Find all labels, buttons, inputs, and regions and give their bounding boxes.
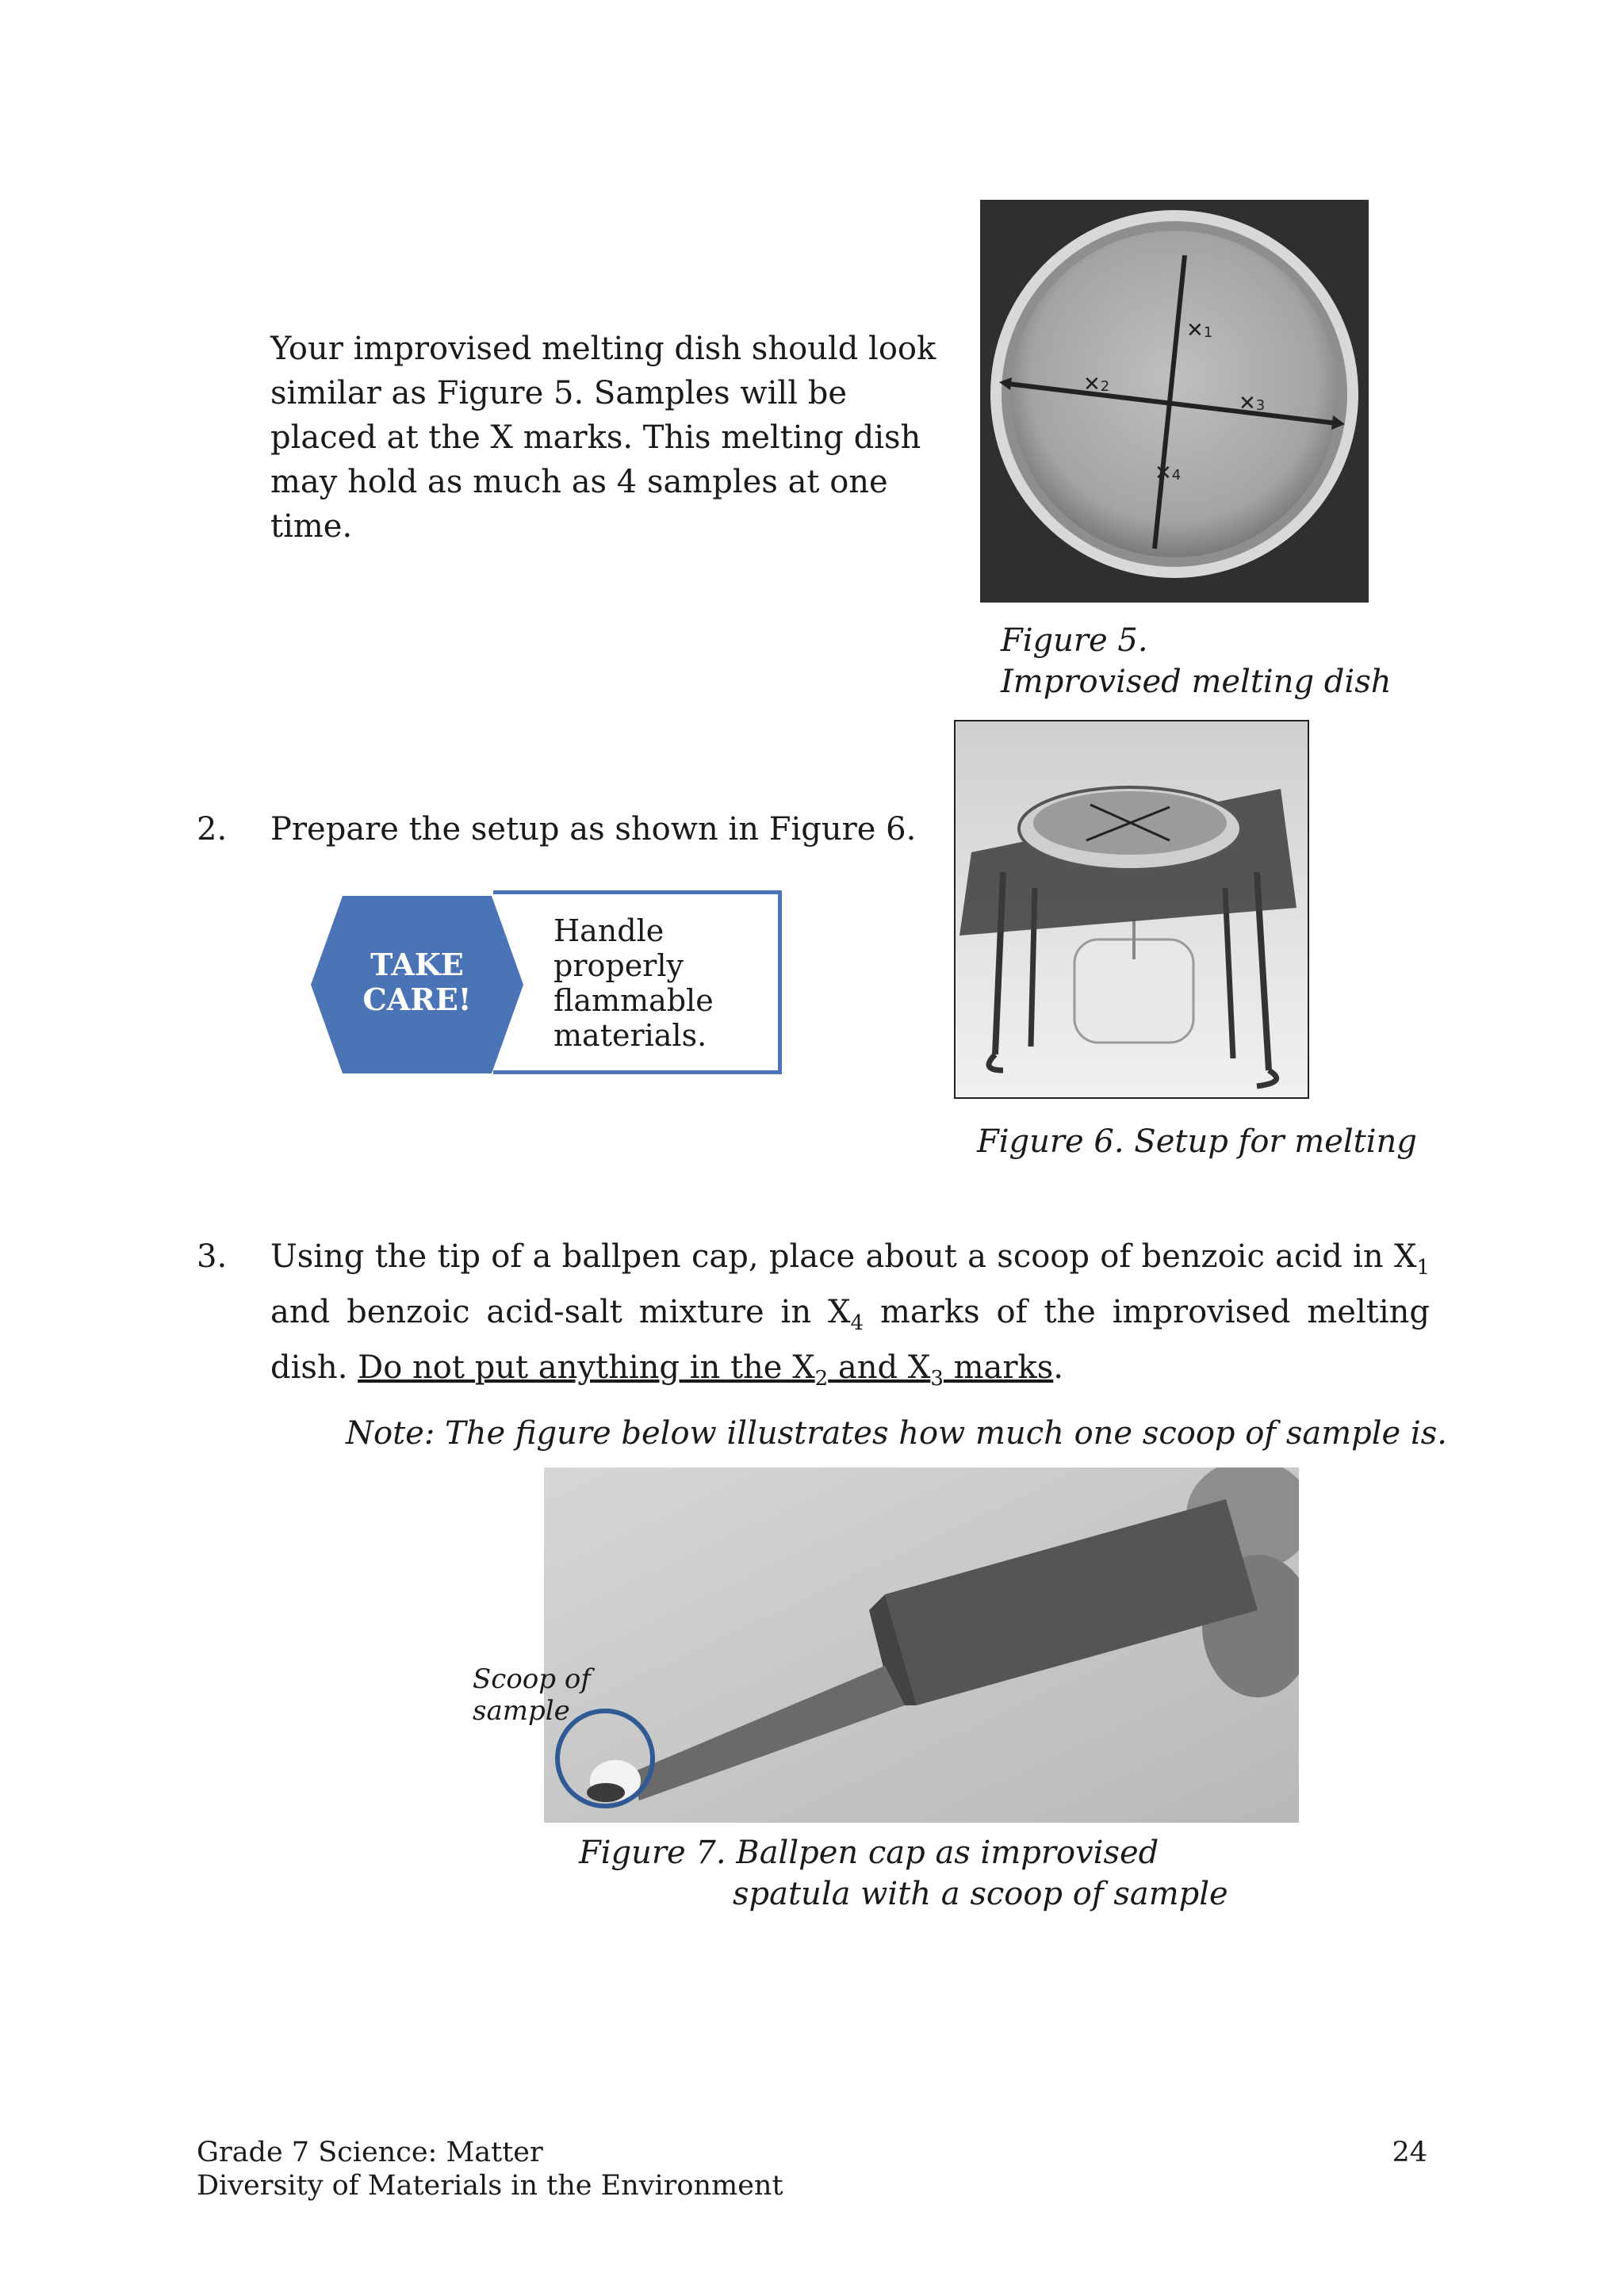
scoop-callout-label: Scoop of sample xyxy=(473,1663,591,1727)
take-care-label: TAKE CARE! xyxy=(362,947,472,1017)
intro-line: Your improvised melting dish should look xyxy=(270,331,936,367)
melting-setup-illustration xyxy=(956,721,1308,1097)
intro-line: may hold as much as 4 samples at one xyxy=(270,464,888,500)
step3-line: and benzoic acid-salt mixture in $X_4$ marks of the improvised melting xyxy=(270,1294,1430,1335)
melting-dish-illustration xyxy=(980,200,1369,603)
dish-mark-2: ✕2 xyxy=(1083,373,1110,396)
intro-line: similar as Figure 5. Samples will be xyxy=(270,375,848,411)
figure6-caption: Figure 6. Setup for melting xyxy=(977,1123,1417,1160)
step3-warning-underlined: Do not put anything in the $X_2$ and $X_3$ marks xyxy=(358,1349,1054,1391)
step2-text: Prepare the setup as shown in Figure 6. xyxy=(270,811,917,848)
figure5-melting-dish-image xyxy=(980,200,1369,603)
figure5-caption xyxy=(1001,620,1445,702)
figure7-caption-line1: Figure 7. Ballpen cap as improvised xyxy=(579,1835,1159,1871)
dish-mark-1: ✕1 xyxy=(1186,319,1213,342)
step3-line: Using the tip of a ballpen cap, place about a scoop of benzoic acid in $X_1$ xyxy=(270,1238,1430,1280)
dish-mark-4: ✕4 xyxy=(1155,461,1182,485)
step3-line: dish. Do not put anything in the $X_2$ and $X_3$ marks. xyxy=(270,1349,1063,1391)
figure5-caption-title: Improvised melting dish xyxy=(1001,664,1392,700)
figure6-setup-image xyxy=(954,720,1309,1099)
take-care-message: Handle properly flammable materials. xyxy=(553,913,714,1053)
page-number: 24 xyxy=(1392,2137,1427,2168)
step3-number: 3. xyxy=(197,1238,228,1275)
figure7-caption xyxy=(579,1832,1293,1915)
dish-mark-3: ✕3 xyxy=(1239,392,1266,415)
figure7-caption-line2: spatula with a scoop of sample xyxy=(733,1876,1228,1912)
intro-line: placed at the X marks. This melting dish xyxy=(270,419,921,456)
figure5-caption-number: Figure 5. xyxy=(1001,622,1148,659)
footer-course-subtitle: Diversity of Materials in the Environment xyxy=(197,2170,783,2202)
note-text: Note: The figure below illustrates how much one scoop of sample is. xyxy=(346,1415,1447,1452)
intro-paragraph xyxy=(270,327,968,549)
intro-line: time. xyxy=(270,508,353,545)
step2-number: 2. xyxy=(197,811,228,848)
footer-course xyxy=(197,2136,1148,2202)
step3-text xyxy=(270,1234,1430,1401)
footer-course-title: Grade 7 Science: Matter xyxy=(197,2137,543,2168)
